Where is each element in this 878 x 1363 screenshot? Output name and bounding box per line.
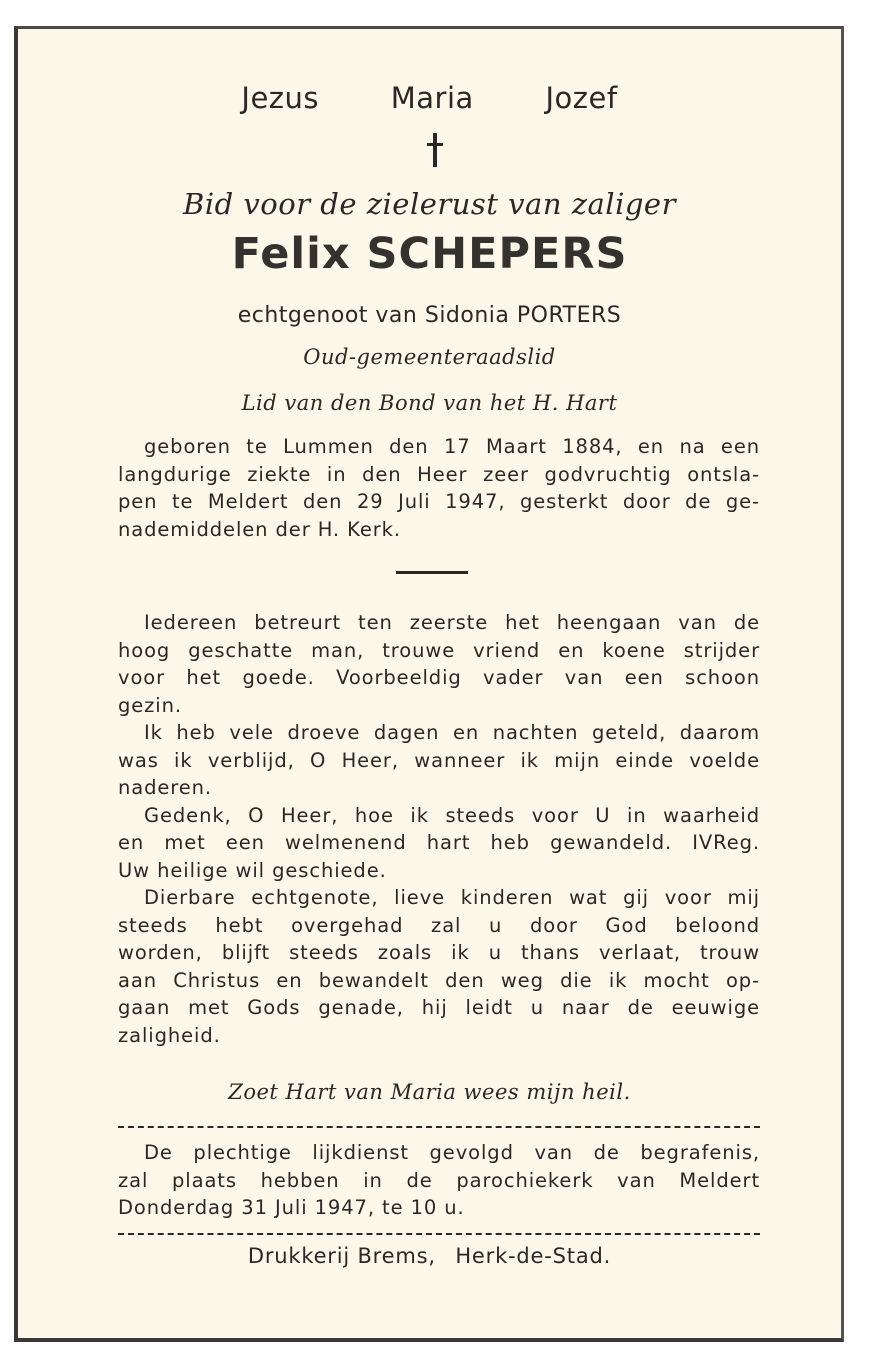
printer-name: Drukkerij Brems,: [247, 1244, 436, 1268]
bio-line: nademiddelen der H. Kerk.: [118, 517, 401, 541]
biography-paragraph: [118, 433, 760, 543]
funeral-line: Donderdag 31 Juli 1947, te 10 u.: [118, 1196, 465, 1219]
header-word-maria: Maria: [390, 81, 474, 115]
spouse-line: echtgenoot van Sidonia PORTERS: [237, 303, 622, 328]
text-line: hoog geschatte man, trouwe vriend en koene strijder: [118, 638, 760, 662]
prayer-line: Bid voor de zielerust van zaliger: [183, 187, 676, 221]
text-line: Iedereen betreurt ten zeerste het heengaan van de: [144, 611, 760, 634]
text-line: naderen.: [118, 776, 213, 799]
header-word-jozef: Jozef: [545, 81, 618, 115]
holy-family-header: [18, 81, 841, 115]
text-line: zaligheid.: [118, 1023, 221, 1047]
text-line: Dierbare echtgenote, lieve kinderen wat gij voor mij: [144, 886, 760, 909]
printer-credit: [18, 1244, 841, 1268]
closing-prayer: Zoet Hart van Maria wees mijn heil.: [228, 1080, 631, 1104]
text-line: steeds hebt overgehad zal u door God beloond: [118, 913, 760, 937]
text-line: voor het goede. Voorbeeldig vader van een schoon: [118, 666, 760, 689]
bio-line: langdurige ziekte in den Heer zeer godvruchtig ontsla-: [118, 462, 760, 486]
role-line: Oud-gemeenteraadslid: [303, 345, 556, 369]
funeral-notice: [118, 1139, 760, 1222]
text-line: gaan met Gods genade, hij leidt u naar de eeuwige: [118, 996, 760, 1019]
section-divider: [396, 571, 468, 574]
bio-line: geboren te Lummen den 17 Maart 1884, en na een: [144, 435, 760, 458]
role-line: Lid van den Bond van het H. Hart: [241, 391, 618, 415]
text-line: Gedenk, O Heer, hoe ik steeds voor U in waarheid: [144, 803, 760, 827]
header-word-jezus: Jezus: [241, 81, 320, 115]
text-line: en met een welmenend hart heb gewandeld. IVReg.: [118, 831, 760, 854]
text-line: Ik heb vele droeve dagen en nachten geteld, daarom: [144, 721, 760, 744]
text-line: was ik verblijd, O Heer, wanneer ik mijn einde voelde: [118, 748, 760, 772]
cross-icon: [427, 133, 443, 167]
memorial-card: [14, 26, 844, 1342]
dotted-divider: [118, 1126, 760, 1128]
deceased-name: Felix SCHEPERS: [231, 229, 628, 279]
text-line: gezin.: [118, 693, 182, 717]
card-content: [18, 29, 841, 1338]
bio-line: pen te Meldert den 29 Juli 1947, gesterkt door de ge-: [118, 490, 760, 513]
funeral-line: De plechtige lijkdienst gevolgd van de begrafenis,: [144, 1141, 760, 1164]
funeral-line: zal plaats hebben in de parochiekerk van Meldert: [118, 1168, 760, 1192]
text-line: Uw heilige wil geschiede.: [118, 858, 387, 882]
dotted-divider: [118, 1233, 760, 1235]
text-line: worden, blijft steeds zoals ik u thans verlaat, trouw: [118, 941, 760, 964]
memorial-texts: [118, 609, 760, 1049]
text-line: aan Christus en bewandelt den weg die ik mocht op-: [118, 968, 760, 992]
printer-place: Herk-de-Stad.: [455, 1244, 612, 1268]
